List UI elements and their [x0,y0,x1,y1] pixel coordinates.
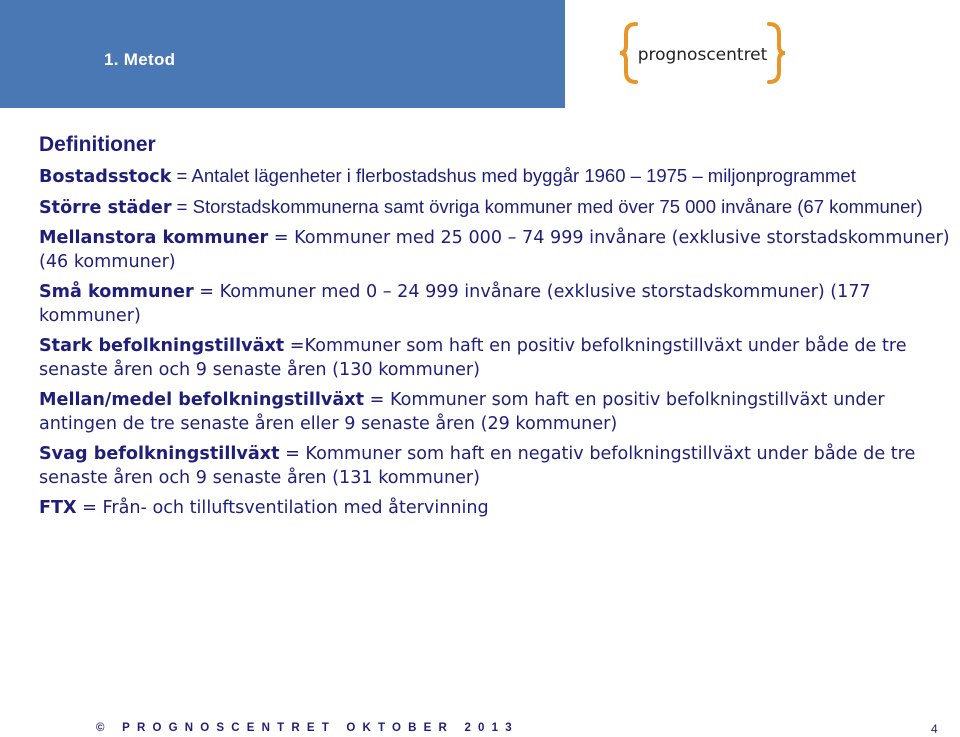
definition-item [39,388,954,436]
definition-term: Stark befolkningstillväxt [39,336,285,356]
definition-term: Mellanstora kommuner [39,228,269,248]
definition-text: = Antalet lägenheter i flerbostadshus med byggår 1960 – 1975 – miljonprogrammet [171,165,856,186]
definition-text: = Storstadskommunerna samt övriga kommuner med över 75 000 invånare (67 kommuner) [171,196,923,217]
definition-text: = Kommuner med 0 – 24 999 invånare (exklusive storstadskommuner) (177 kommuner) [39,282,871,326]
definition-text: =Kommuner som haft en positiv befolkningstillväxt under både de tre senaste åren och 9 senaste åren (130 kommuner) [39,336,907,380]
definition-item [39,164,954,189]
definitions-heading: Definitioner [39,133,156,156]
definition-term: Större städer [39,198,172,218]
definition-item [39,226,954,274]
definition-item [39,195,954,220]
definition-item [39,496,954,520]
page-number: 4 [931,722,938,736]
definition-text: = Kommuner som haft en negativ befolkningstillväxt under både de tre senaste åren och 9 senaste åren (131 kommuner) [39,444,916,488]
definition-term: FTX [39,498,77,518]
definition-term: Mellan/medel befolkningstillväxt [39,390,365,410]
definition-term: Små kommuner [39,282,194,302]
definition-term: Svag befolkningstillväxt [39,444,280,464]
definition-text: = Kommuner med 25 000 – 74 999 invånare (exklusive storstadskommuner) (46 kommuner) [39,228,950,272]
definition-term: Bostadsstock [39,167,172,187]
header-band [0,0,565,108]
prognoscentret-logo [620,18,785,88]
logo-wordmark: prognoscentret [637,45,768,65]
definition-text: = Kommuner som haft en positiv befolkningstillväxt under antingen de tre senaste åren eller 9 senaste åren (29 kommuner) [39,390,885,434]
definition-item [39,442,954,490]
definition-item [39,280,954,328]
definition-item [39,334,954,382]
section-title: 1. Metod [104,50,176,69]
footer-copyright: © PROGNOSCENTRET OKTOBER 2013 [96,722,519,734]
definitions-content [39,132,954,526]
definition-text: = Från- och tilluftsventilation med återvinning [76,498,489,518]
